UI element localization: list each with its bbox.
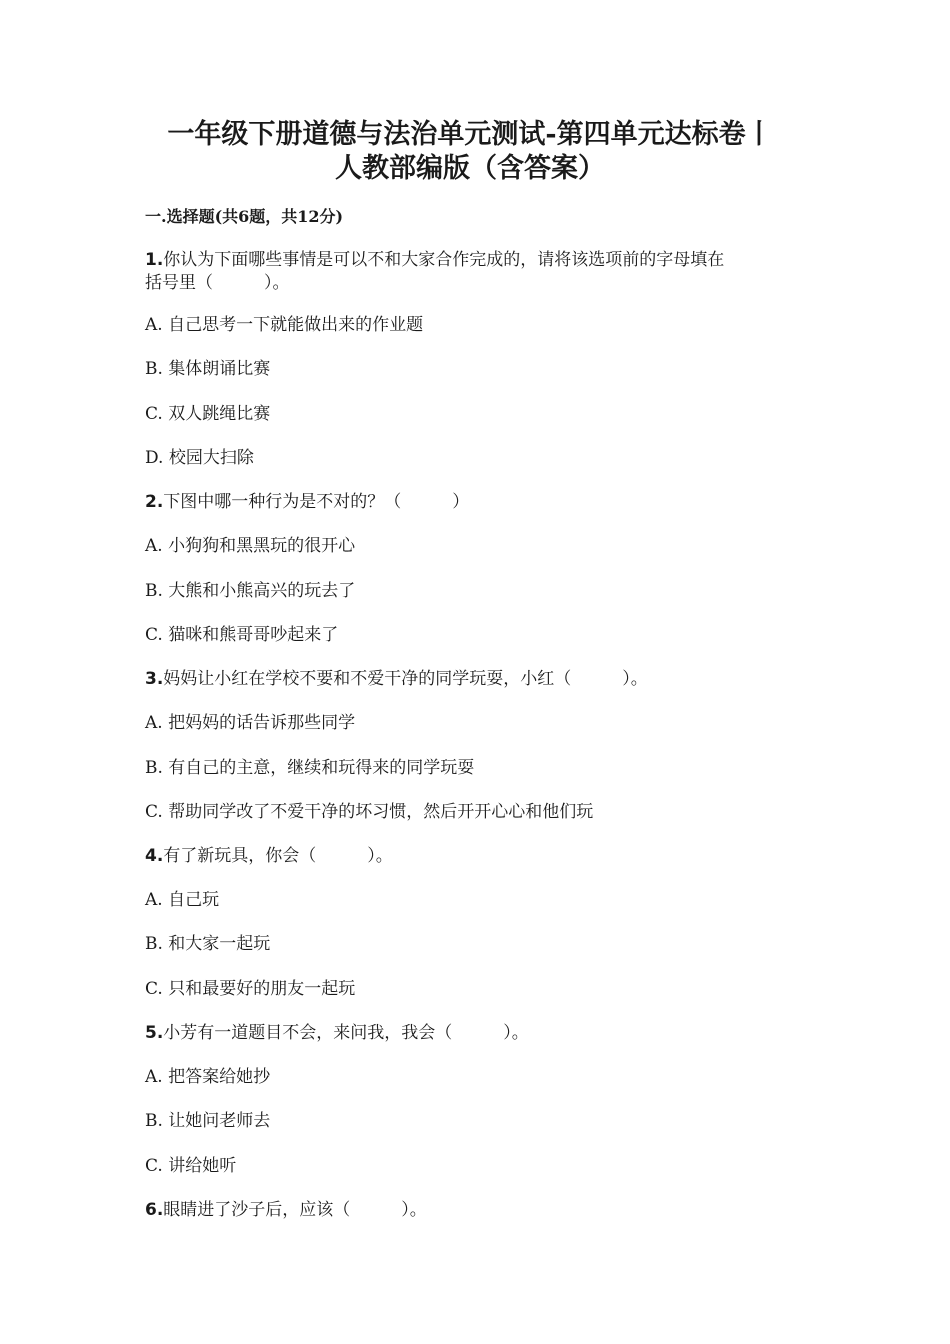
section-heading: 一.选择题(共6题，共12分) [145,207,344,226]
question-1-option-b: B. 集体朗诵比赛 [145,359,271,379]
question-number: 4. [145,846,164,866]
question-3-stem [145,668,648,690]
question-text: 眼睛进了沙子后，应该（ ）。 [163,1200,427,1220]
question-text: 妈妈让小红在学校不要和不爱干净的同学玩耍，小红（ ）。 [163,669,648,689]
question-1-option-d: D. 校园大扫除 [145,448,254,468]
question-2-stem [145,491,469,513]
question-1-stem [145,249,724,271]
question-4-option-b: B. 和大家一起玩 [145,934,271,954]
question-text: 下图中哪一种行为是不对的？（ ） [163,492,470,512]
question-4-option-c: C. 只和最要好的朋友一起玩 [145,979,356,999]
question-5-stem [145,1022,529,1044]
question-3-option-b: B. 有自己的主意，继续和玩得来的同学玩耍 [145,758,475,778]
question-3-option-a: A. 把妈妈的话告诉那些同学 [145,713,356,733]
page-title-line-1: 一年级下册道德与法治单元测试-第四单元达标卷丨 [167,119,773,150]
question-4-stem [145,845,393,867]
question-2-option-a: A. 小狗狗和黑黑玩的很开心 [145,536,356,556]
question-1-option-a: A. 自己思考一下就能做出来的作业题 [145,315,424,335]
question-5-option-c: C. 讲给她听 [145,1156,237,1176]
question-1-option-c: C. 双人跳绳比赛 [145,404,271,424]
question-2-option-b: B. 大熊和小熊高兴的玩去了 [145,581,356,601]
question-text: 你认为下面哪些事情是可以不和大家合作完成的，请将该选项前的字母填在 [163,250,725,270]
question-number: 3. [145,669,164,689]
question-number: 2. [145,492,164,512]
question-4-option-a: A. 自己玩 [145,890,220,910]
question-5-option-a: A. 把答案给她抄 [145,1067,271,1087]
question-2-option-c: C. 猫咪和熊哥哥吵起来了 [145,625,339,645]
question-text: 有了新玩具，你会（ ）。 [163,846,393,866]
question-text: 小芳有一道题目不会，来问我，我会（ ）。 [163,1023,529,1043]
question-number: 5. [145,1023,164,1043]
question-3-option-c: C. 帮助同学改了不爱干净的坏习惯，然后开开心心和他们玩 [145,802,594,822]
question-number: 6. [145,1200,164,1220]
question-number: 1. [145,250,164,270]
question-5-option-b: B. 让她问老师去 [145,1111,271,1131]
question-1-stem-continued: 括号里（ ）。 [145,273,290,293]
question-6-stem [145,1199,427,1221]
page-title-line-2: 人教部编版（含答案） [335,153,605,184]
